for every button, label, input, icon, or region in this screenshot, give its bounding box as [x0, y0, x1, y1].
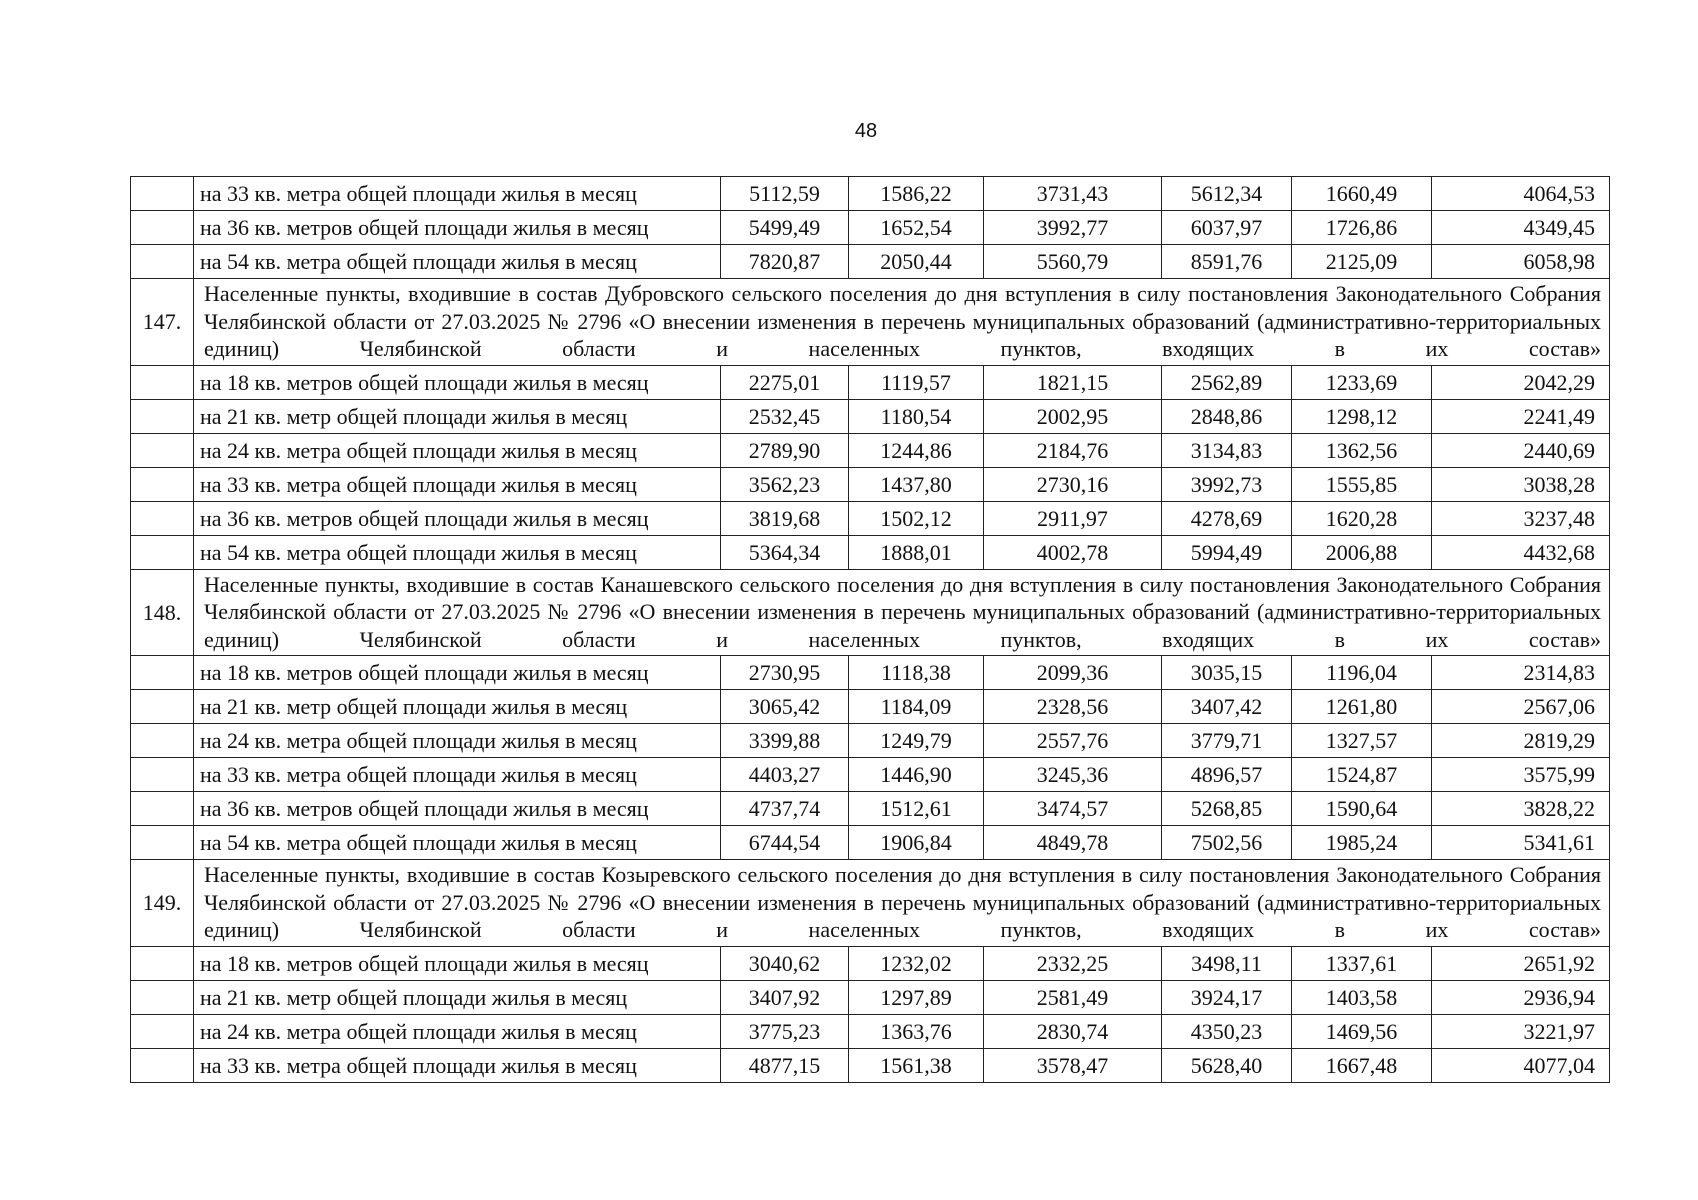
value-cell: 3245,36 [984, 758, 1162, 792]
row-label: на 24 кв. метра общей площади жилья в месяц [194, 1014, 721, 1048]
value-cell: 1726,86 [1292, 211, 1432, 245]
value-cell: 1888,01 [849, 535, 984, 569]
table-row [131, 1048, 1610, 1082]
table-row [131, 365, 1610, 399]
value-cell: 1196,04 [1292, 656, 1432, 690]
row-label: на 21 кв. метр общей площади жилья в месяц [194, 980, 721, 1014]
table-row [131, 758, 1610, 792]
row-label: на 33 кв. метра общей площади жилья в месяц [194, 467, 721, 501]
value-cell: 1821,15 [984, 365, 1162, 399]
value-cell: 2789,90 [721, 433, 849, 467]
value-cell: 4896,57 [1162, 758, 1292, 792]
value-cell: 1363,76 [849, 1014, 984, 1048]
row-label: на 36 кв. метров общей площади жилья в месяц [194, 501, 721, 535]
row-label: на 18 кв. метров общей площади жилья в месяц [194, 946, 721, 980]
value-cell: 3992,77 [984, 211, 1162, 245]
value-cell: 1660,49 [1292, 177, 1432, 211]
row-label: на 33 кв. метра общей площади жилья в месяц [194, 177, 721, 211]
table-row [131, 501, 1610, 535]
value-cell: 1620,28 [1292, 501, 1432, 535]
row-label: на 36 кв. метров общей площади жилья в месяц [194, 792, 721, 826]
value-cell: 1469,56 [1292, 1014, 1432, 1048]
value-cell: 2241,49 [1432, 399, 1610, 433]
section-header-row [131, 860, 1610, 947]
section-number: 147. [131, 279, 194, 366]
value-cell: 2936,94 [1432, 980, 1610, 1014]
table-row [131, 980, 1610, 1014]
row-index-cell [131, 826, 194, 860]
value-cell: 3134,83 [1162, 433, 1292, 467]
value-cell: 2050,44 [849, 245, 984, 279]
value-cell: 4877,15 [721, 1048, 849, 1082]
value-cell: 2099,36 [984, 656, 1162, 690]
value-cell: 4350,23 [1162, 1014, 1292, 1048]
row-label: на 24 кв. метра общей площади жилья в месяц [194, 724, 721, 758]
value-cell: 1985,24 [1292, 826, 1432, 860]
value-cell: 6037,97 [1162, 211, 1292, 245]
value-cell: 3498,11 [1162, 946, 1292, 980]
value-cell: 2042,29 [1432, 365, 1610, 399]
value-cell: 2819,29 [1432, 724, 1610, 758]
value-cell: 5364,34 [721, 535, 849, 569]
value-cell: 1555,85 [1292, 467, 1432, 501]
value-cell: 4278,69 [1162, 501, 1292, 535]
value-cell: 2848,86 [1162, 399, 1292, 433]
row-index-cell [131, 1014, 194, 1048]
row-index-cell [131, 1048, 194, 1082]
value-cell: 2730,95 [721, 656, 849, 690]
value-cell: 8591,76 [1162, 245, 1292, 279]
value-cell: 3562,23 [721, 467, 849, 501]
row-label: на 33 кв. метра общей площади жилья в месяц [194, 758, 721, 792]
row-index-cell [131, 211, 194, 245]
value-cell: 1119,57 [849, 365, 984, 399]
tariff-table [130, 176, 1610, 1083]
row-label: на 33 кв. метра общей площади жилья в месяц [194, 1048, 721, 1082]
value-cell: 1261,80 [1292, 690, 1432, 724]
value-cell: 3924,17 [1162, 980, 1292, 1014]
value-cell: 1403,58 [1292, 980, 1432, 1014]
value-cell: 5112,59 [721, 177, 849, 211]
value-cell: 3779,71 [1162, 724, 1292, 758]
section-title: Населенные пункты, входившие в состав Канашевского сельского поселения до дня вступления в силу постановления Законодательного Собрания Челябинской области от 27.03.2025 № 2796 «О внесении изменения в перечень муниципальных образований (административно-территориальных единиц) Челябинской области и населенных пунктов, входящих в их состав» [194, 569, 1610, 656]
table-row [131, 467, 1610, 501]
row-index-cell [131, 177, 194, 211]
section-header-row [131, 279, 1610, 366]
value-cell: 7502,56 [1162, 826, 1292, 860]
value-cell: 3399,88 [721, 724, 849, 758]
row-label: на 54 кв. метра общей площади жилья в месяц [194, 535, 721, 569]
value-cell: 4737,74 [721, 792, 849, 826]
value-cell: 3474,57 [984, 792, 1162, 826]
value-cell: 1232,02 [849, 946, 984, 980]
row-index-cell [131, 501, 194, 535]
value-cell: 1244,86 [849, 433, 984, 467]
page-number: 48 [854, 120, 878, 142]
row-index-cell [131, 399, 194, 433]
row-index-cell [131, 365, 194, 399]
value-cell: 2581,49 [984, 980, 1162, 1014]
table-row [131, 826, 1610, 860]
value-cell: 6058,98 [1432, 245, 1610, 279]
value-cell: 3578,47 [984, 1048, 1162, 1082]
value-cell: 6744,54 [721, 826, 849, 860]
row-label: на 21 кв. метр общей площади жилья в месяц [194, 690, 721, 724]
value-cell: 3828,22 [1432, 792, 1610, 826]
value-cell: 1667,48 [1292, 1048, 1432, 1082]
value-cell: 1652,54 [849, 211, 984, 245]
value-cell: 5612,34 [1162, 177, 1292, 211]
value-cell: 3038,28 [1432, 467, 1610, 501]
value-cell: 1337,61 [1292, 946, 1432, 980]
value-cell: 1512,61 [849, 792, 984, 826]
section-number: 149. [131, 860, 194, 947]
value-cell: 1297,89 [849, 980, 984, 1014]
value-cell: 1437,80 [849, 467, 984, 501]
value-cell: 1446,90 [849, 758, 984, 792]
value-cell: 1524,87 [1292, 758, 1432, 792]
value-cell: 1233,69 [1292, 365, 1432, 399]
table-row [131, 245, 1610, 279]
value-cell: 4064,53 [1432, 177, 1610, 211]
row-index-cell [131, 245, 194, 279]
value-cell: 1184,09 [849, 690, 984, 724]
value-cell: 3575,99 [1432, 758, 1610, 792]
row-index-cell [131, 690, 194, 724]
row-index-cell [131, 656, 194, 690]
table-body [131, 177, 1610, 1083]
row-index-cell [131, 792, 194, 826]
value-cell: 1327,57 [1292, 724, 1432, 758]
value-cell: 2651,92 [1432, 946, 1610, 980]
value-cell: 3237,48 [1432, 501, 1610, 535]
row-label: на 18 кв. метров общей площади жилья в месяц [194, 656, 721, 690]
value-cell: 2562,89 [1162, 365, 1292, 399]
value-cell: 2332,25 [984, 946, 1162, 980]
value-cell: 5499,49 [721, 211, 849, 245]
value-cell: 2314,83 [1432, 656, 1610, 690]
value-cell: 2002,95 [984, 399, 1162, 433]
value-cell: 3775,23 [721, 1014, 849, 1048]
value-cell: 2440,69 [1432, 433, 1610, 467]
row-index-cell [131, 535, 194, 569]
value-cell: 1906,84 [849, 826, 984, 860]
value-cell: 3035,15 [1162, 656, 1292, 690]
value-cell: 5994,49 [1162, 535, 1292, 569]
section-title: Населенные пункты, входившие в состав Дубровского сельского поселения до дня вступления в силу постановления Законодательного Собрания Челябинской области от 27.03.2025 № 2796 «О внесении изменения в перечень муниципальных образований (административно-территориальных единиц) Челябинской области и населенных пунктов, входящих в их состав» [194, 279, 1610, 366]
value-cell: 3407,42 [1162, 690, 1292, 724]
table-row [131, 656, 1610, 690]
row-index-cell [131, 980, 194, 1014]
value-cell: 5341,61 [1432, 826, 1610, 860]
row-index-cell [131, 946, 194, 980]
value-cell: 2911,97 [984, 501, 1162, 535]
value-cell: 2830,74 [984, 1014, 1162, 1048]
row-index-cell [131, 758, 194, 792]
value-cell: 1180,54 [849, 399, 984, 433]
value-cell: 1118,38 [849, 656, 984, 690]
row-label: на 36 кв. метров общей площади жилья в месяц [194, 211, 721, 245]
value-cell: 3040,62 [721, 946, 849, 980]
value-cell: 4077,04 [1432, 1048, 1610, 1082]
value-cell: 3819,68 [721, 501, 849, 535]
row-index-cell [131, 433, 194, 467]
value-cell: 2275,01 [721, 365, 849, 399]
value-cell: 1561,38 [849, 1048, 984, 1082]
value-cell: 4432,68 [1432, 535, 1610, 569]
value-cell: 7820,87 [721, 245, 849, 279]
value-cell: 2328,56 [984, 690, 1162, 724]
value-cell: 3221,97 [1432, 1014, 1610, 1048]
value-cell: 2006,88 [1292, 535, 1432, 569]
value-cell: 5268,85 [1162, 792, 1292, 826]
row-label: на 24 кв. метра общей площади жилья в месяц [194, 433, 721, 467]
table-row [131, 177, 1610, 211]
value-cell: 4349,45 [1432, 211, 1610, 245]
row-index-cell [131, 467, 194, 501]
row-label: на 21 кв. метр общей площади жилья в месяц [194, 399, 721, 433]
value-cell: 3731,43 [984, 177, 1162, 211]
value-cell: 5628,40 [1162, 1048, 1292, 1082]
table-row [131, 399, 1610, 433]
table-row [131, 946, 1610, 980]
value-cell: 2532,45 [721, 399, 849, 433]
section-header-row [131, 569, 1610, 656]
value-cell: 3065,42 [721, 690, 849, 724]
value-cell: 1590,64 [1292, 792, 1432, 826]
table-row [131, 211, 1610, 245]
table-row [131, 724, 1610, 758]
value-cell: 2730,16 [984, 467, 1162, 501]
value-cell: 5560,79 [984, 245, 1162, 279]
table-row [131, 792, 1610, 826]
value-cell: 4403,27 [721, 758, 849, 792]
value-cell: 4849,78 [984, 826, 1162, 860]
value-cell: 4002,78 [984, 535, 1162, 569]
table-row [131, 535, 1610, 569]
value-cell: 1249,79 [849, 724, 984, 758]
section-title: Населенные пункты, входившие в состав Козыревского сельского поселения до дня вступления в силу постановления Законодательного Собрания Челябинской области от 27.03.2025 № 2796 «О внесении изменения в перечень муниципальных образований (административно-территориальных единиц) Челябинской области и населенных пунктов, входящих в их состав» [194, 860, 1610, 947]
row-index-cell [131, 724, 194, 758]
table-row [131, 433, 1610, 467]
value-cell: 1362,56 [1292, 433, 1432, 467]
value-cell: 1502,12 [849, 501, 984, 535]
value-cell: 1586,22 [849, 177, 984, 211]
row-label: на 18 кв. метров общей площади жилья в месяц [194, 365, 721, 399]
table-row [131, 1014, 1610, 1048]
row-label: на 54 кв. метра общей площади жилья в месяц [194, 826, 721, 860]
value-cell: 2567,06 [1432, 690, 1610, 724]
row-label: на 54 кв. метра общей площади жилья в месяц [194, 245, 721, 279]
value-cell: 3407,92 [721, 980, 849, 1014]
value-cell: 2557,76 [984, 724, 1162, 758]
value-cell: 1298,12 [1292, 399, 1432, 433]
value-cell: 3992,73 [1162, 467, 1292, 501]
section-number: 148. [131, 569, 194, 656]
value-cell: 2125,09 [1292, 245, 1432, 279]
table-row [131, 690, 1610, 724]
value-cell: 2184,76 [984, 433, 1162, 467]
